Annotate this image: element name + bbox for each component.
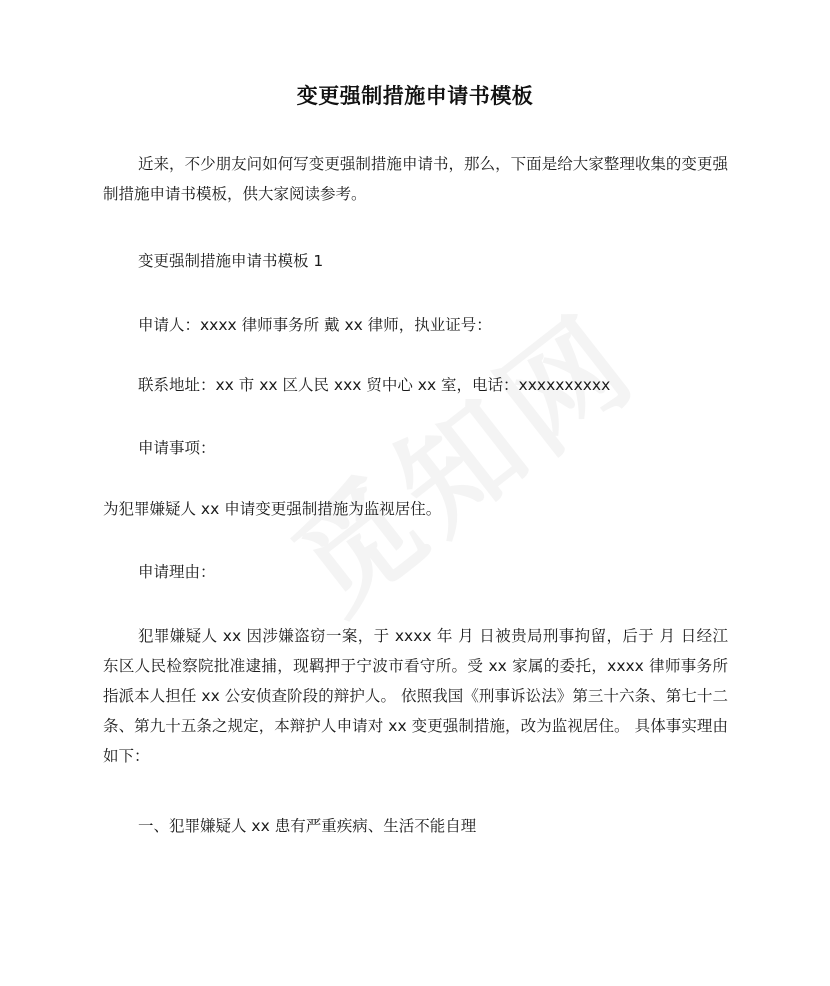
template-subtitle: 变更强制措施申请书模板 1: [138, 252, 324, 270]
contact-line: 联系地址：xx 市 xx 区人民 xxx 贸中心 xx 室，电话：xxxxxxxxxx: [138, 376, 611, 394]
matter-label: 申请事项：: [138, 439, 216, 457]
reason-label: 申请理由：: [138, 563, 216, 581]
document-title: 变更强制措施申请书模板: [296, 84, 534, 108]
point-one-heading: 一、犯罪嫌疑人 xx 患有严重疾病、生活不能自理: [138, 817, 477, 835]
intro-paragraph: 近来，不少朋友问如何写变更强制措施申请书，那么，下面是给大家整理收集的变更强制措施申请书模板，供大家阅读参考。: [103, 155, 728, 203]
reason-paragraph: 犯罪嫌疑人 xx 因涉嫌盗窃一案，于 xxxx 年 月 日被贵局刑事拘留，后于 月 日经江东区人民检察院批准逮捕，现羁押于宁波市看守所。受 xx 家属的委托，xxxx 律师事务所指派本人担任 xx 公安侦查阶段的辩护人。 依照我国《刑事诉讼法》第三十六条、第七十二条、第九十五条之规定，本辩护人申请对 xx 变更强制措施，改为监视居住。 具体事实理由如下：: [103, 627, 728, 765]
matter-text: 为犯罪嫌疑人 xx 申请变更强制措施为监视居住。: [103, 500, 442, 518]
applicant-line: 申请人：xxxx 律师事务所 戴 xx 律师，执业证号：: [138, 316, 492, 334]
